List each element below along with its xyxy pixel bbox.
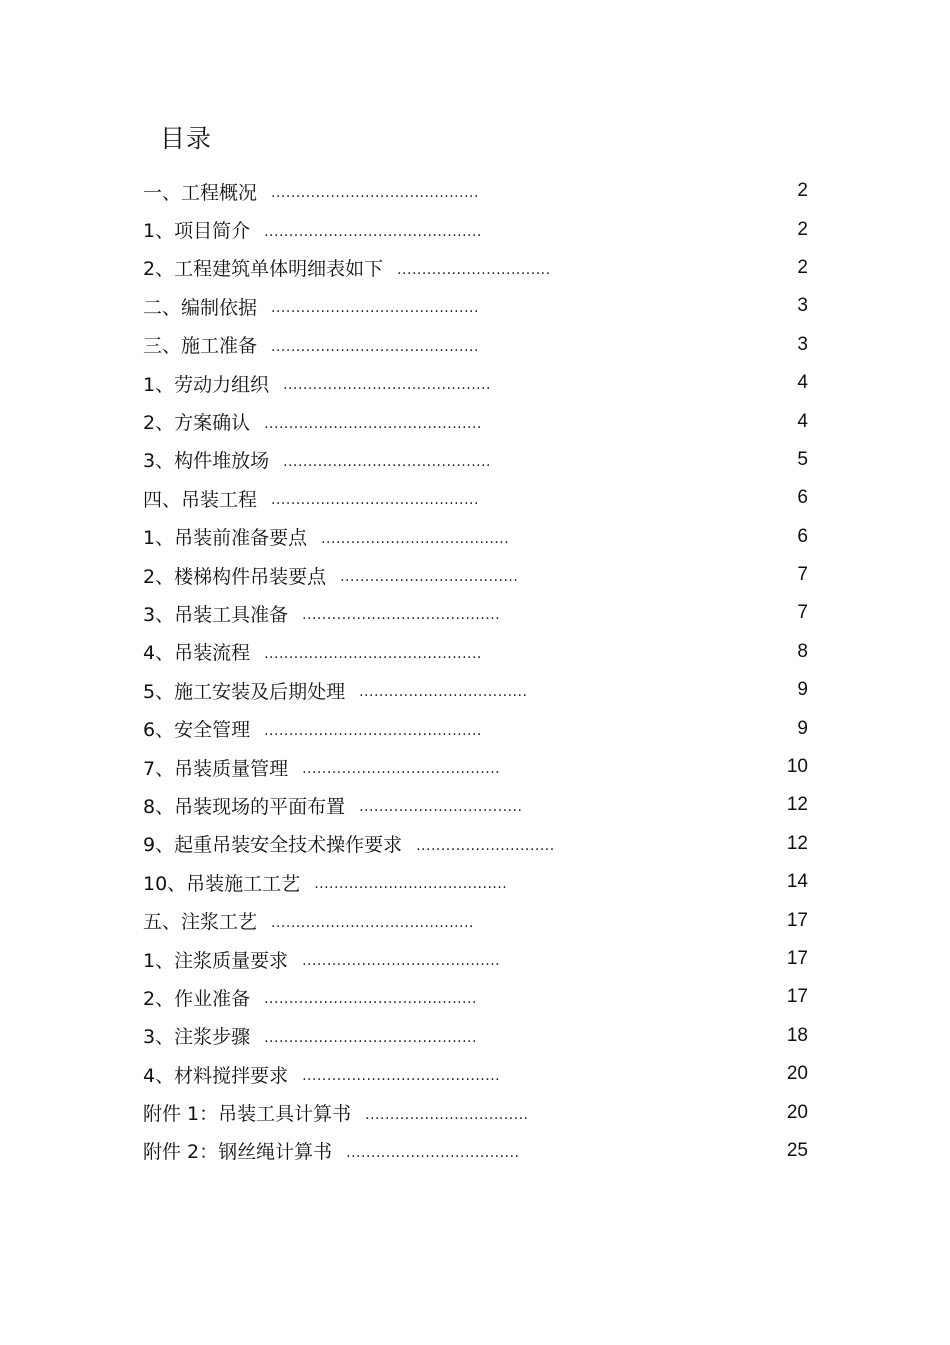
toc-entry-page-number: 25 [786,1139,808,1161]
toc-entry-label: 7、吊装质量管理 [143,757,289,780]
toc-entry[interactable] [143,633,808,671]
toc-entry-page-number: 9 [797,679,808,701]
toc-entry-label: 2、方案确认 [143,412,251,435]
toc-entry[interactable] [143,1093,808,1131]
toc-entry-leader: ........................................ [302,953,501,969]
toc-entry-leader: .......................................... [283,453,492,470]
toc-entry-leader: ........................................... [264,991,477,1008]
toc-entry-label: 6、安全管理 [143,719,251,742]
toc-entry[interactable] [143,402,808,440]
toc-entry-page-number: 17 [786,948,808,969]
toc-entry-leader: .................................... [340,569,519,586]
toc-entry[interactable] [143,210,808,248]
toc-entry-leader: ......................................... [271,914,474,931]
toc-entry-label: 1、项目简介 [143,220,251,243]
toc-entry[interactable] [143,940,808,978]
toc-entry-page-number: 4 [797,410,808,432]
toc-entry-label: 4、材料搅拌要求 [143,1064,289,1087]
toc-entry[interactable] [143,594,808,632]
toc-entry-leader: .......................................... [271,300,479,317]
toc-entry[interactable] [143,287,808,325]
toc-entry-leader: ............................................ [264,645,482,662]
toc-entry-leader: .................................. [359,684,528,701]
toc-entry-leader: ........................................ [302,761,501,778]
toc-entry-label: 三、施工准备 [143,335,258,358]
toc-entry-leader: ........................................... [264,1029,477,1046]
toc-entry-page-number: 2 [797,180,808,202]
toc-entry-page-number: 17 [786,909,808,931]
toc-entry-page-number: 20 [786,1101,808,1123]
toc-entry-label: 4、吊装流程 [143,642,251,665]
toc-entry-leader: ........................................ [302,1068,501,1085]
toc-entry-leader: ................................. [359,799,523,816]
toc-entry-page-number: 8 [797,640,808,662]
toc-entry[interactable] [143,748,808,786]
toc-list [143,172,808,1170]
toc-entry-page-number: 20 [786,1063,808,1085]
toc-entry-page-number: 7 [797,602,808,624]
toc-entry[interactable] [143,671,808,709]
toc-entry-page-number: 2 [797,218,808,240]
toc-entry-page-number: 6 [797,487,808,509]
toc-entry-label: 1、注浆质量要求 [143,949,289,972]
toc-entry-page-number: 18 [786,1024,808,1046]
toc-entry-page-number: 12 [786,794,808,816]
toc-entry[interactable] [143,978,808,1016]
toc-entry[interactable] [143,441,808,479]
toc-entry-leader: ....................................... [314,876,508,893]
toc-entry-label: 10、吊装施工工艺 [143,872,301,895]
toc-entry[interactable] [143,1132,808,1170]
toc-entry-leader: ............................................ [264,223,482,240]
toc-entry-label: 五、注浆工艺 [143,911,258,934]
toc-entry-page-number: 2 [797,256,808,278]
toc-entry[interactable] [143,1055,808,1093]
toc-title: 目录 [160,124,213,153]
toc-entry-label: 二、编制依据 [143,296,258,319]
toc-entry-page-number: 3 [797,333,808,355]
toc-entry[interactable] [143,479,808,517]
toc-entry-leader: .......................................... [271,338,479,355]
toc-entry-leader: .......................................... [283,377,492,394]
toc-entry[interactable] [143,364,808,402]
toc-entry-page-number: 17 [786,986,808,1008]
toc-entry-label: 9、起重吊装安全技术操作要求 [143,834,403,857]
toc-entry[interactable] [143,326,808,364]
toc-entry[interactable] [143,709,808,747]
toc-entry-leader: ................................. [365,1106,529,1123]
toc-entry-label: 2、楼梯构件吊装要点 [143,565,327,588]
toc-entry[interactable] [143,901,808,939]
toc-entry-page-number: 7 [797,564,808,586]
toc-entry-label: 2、工程建筑单体明细表如下 [143,258,384,281]
toc-entry-label: 3、构件堆放场 [143,450,270,473]
toc-entry-label: 8、吊装现场的平面布置 [143,795,346,818]
toc-entry[interactable] [143,863,808,901]
toc-entry-label: 四、吊装工程 [143,488,258,511]
toc-entry-page-number: 10 [786,756,808,778]
toc-entry-page-number: 6 [797,525,808,547]
toc-entry-page-number: 9 [797,717,808,739]
toc-entry-page-number: 5 [797,448,808,470]
toc-entry[interactable] [143,825,808,863]
toc-entry[interactable] [143,249,808,287]
toc-entry-leader: ................................... [346,1144,520,1161]
toc-entry-leader: ............................................ [264,415,482,432]
toc-entry-label: 附件 1：吊装工具计算书 [143,1103,352,1126]
toc-entry-page-number: 3 [797,295,808,317]
toc-entry-label: 5、施工安装及后期处理 [143,680,346,703]
toc-entry-label: 3、吊装工具准备 [143,603,289,626]
toc-entry[interactable] [143,786,808,824]
toc-entry[interactable] [143,1017,808,1055]
toc-entry-label: 2、作业准备 [143,987,251,1010]
toc-entry-label: 3、注浆步骤 [143,1026,251,1049]
toc-entry-label: 附件 2：钢丝绳计算书 [143,1141,333,1164]
toc-entry-page-number: 4 [797,372,808,394]
toc-entry[interactable] [143,518,808,556]
toc-entry-label: 1、吊装前准备要点 [143,527,308,550]
toc-entry-leader: ........................................ [302,607,501,624]
toc-entry-leader: ............................ [416,837,555,854]
toc-entry-leader: ...................................... [321,530,510,547]
toc-entry-page-number: 14 [786,871,808,893]
toc-entry[interactable] [143,172,808,210]
toc-entry-leader: .......................................... [271,492,479,509]
toc-entry-leader: ............................... [397,261,551,278]
toc-entry-label: 1、劳动力组织 [143,373,270,396]
toc-entry-page-number: 12 [786,832,808,854]
toc-entry-leader: ............................................ [264,722,482,739]
toc-entry-label: 一、工程概况 [143,181,258,204]
toc-entry-leader: .......................................... [271,185,479,202]
toc-entry[interactable] [143,556,808,594]
